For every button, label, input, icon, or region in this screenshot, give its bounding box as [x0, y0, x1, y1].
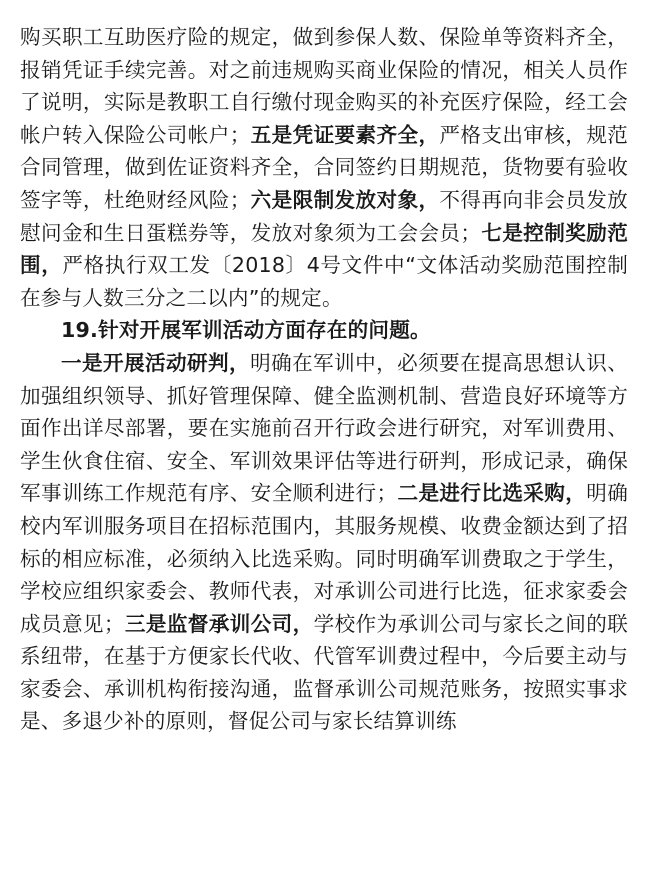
- document-page: [20, 21, 628, 738]
- bold-heading-two: 二是进行比选采购，: [397, 481, 587, 506]
- section-title: 19.针对开展军训活动方面存在的问题。: [61, 318, 431, 343]
- text-segment: 购买职工互助医疗险的规定，做到参保人数、保险单等资料齐全，报销凭证手续完善。对之前违规购买商业保险的情况，相关人员作了说明，实际是教职工自行缴付现金购买的补充医疗保险，经工会帐户转入保险公司帐户；: [20, 25, 628, 147]
- paragraph-union-insurance: [20, 21, 628, 314]
- text-segment: 学校作为承训公司与家长之间的联系纽带，在基于方便家长代收、代管军训费过程中，今后要主动与家委会、承训机构衔接沟通，监督承训公司规范账务，按照实事求是、多退少补的原则，督促公司与家长结算训练: [20, 611, 628, 734]
- text-segment: 明确在军训中，必须要在提高思想认识、加强组织领导、抓好管理保障、健全监测机制、营造良好环境等方面作出详尽部署，要在实施前召开行政会进行研究，对军训费用、学生伙食住宿、安全、军训效果评估等进行研判，形成记录，确保军事训练工作规范有序、安全顺利进行；: [20, 350, 628, 506]
- text-segment: 严格支出审核，规范合同管理，做到佐证资料齐全，合同签约日期规范，货物要有验收签字等，杜绝财经风险；: [20, 122, 628, 212]
- text-segment: 不得再向非会员发放慰问金和生日蛋糕券等，发放对象须为工会会员；: [20, 187, 628, 245]
- section-heading-19: [20, 314, 628, 347]
- paragraph-military-training: [20, 347, 628, 738]
- bold-heading-six: 六是限制发放对象，: [250, 187, 440, 212]
- bold-heading-seven: 七是控制奖励范围，: [20, 220, 628, 278]
- text-segment: 明确校内军训服务项目在招标范围内，其服务规模、收费金额达到了招标的相应标准，必须纳入比选采购。同时明确军训费取之于学生，学校应组织家委会、教师代表，对承训公司进行比选，征求家委会成员意见；: [20, 481, 628, 636]
- bold-heading-five: 五是凭证要素齐全，: [250, 122, 440, 147]
- text-segment: 严格执行双工发〔2018〕4号文件中“文体活动奖励范围控制在参与人数三分之二以内”的规定。: [20, 253, 628, 310]
- bold-heading-one: 一是开展活动研判，: [61, 350, 251, 375]
- bold-heading-three: 三是监督承训公司，: [124, 611, 314, 636]
